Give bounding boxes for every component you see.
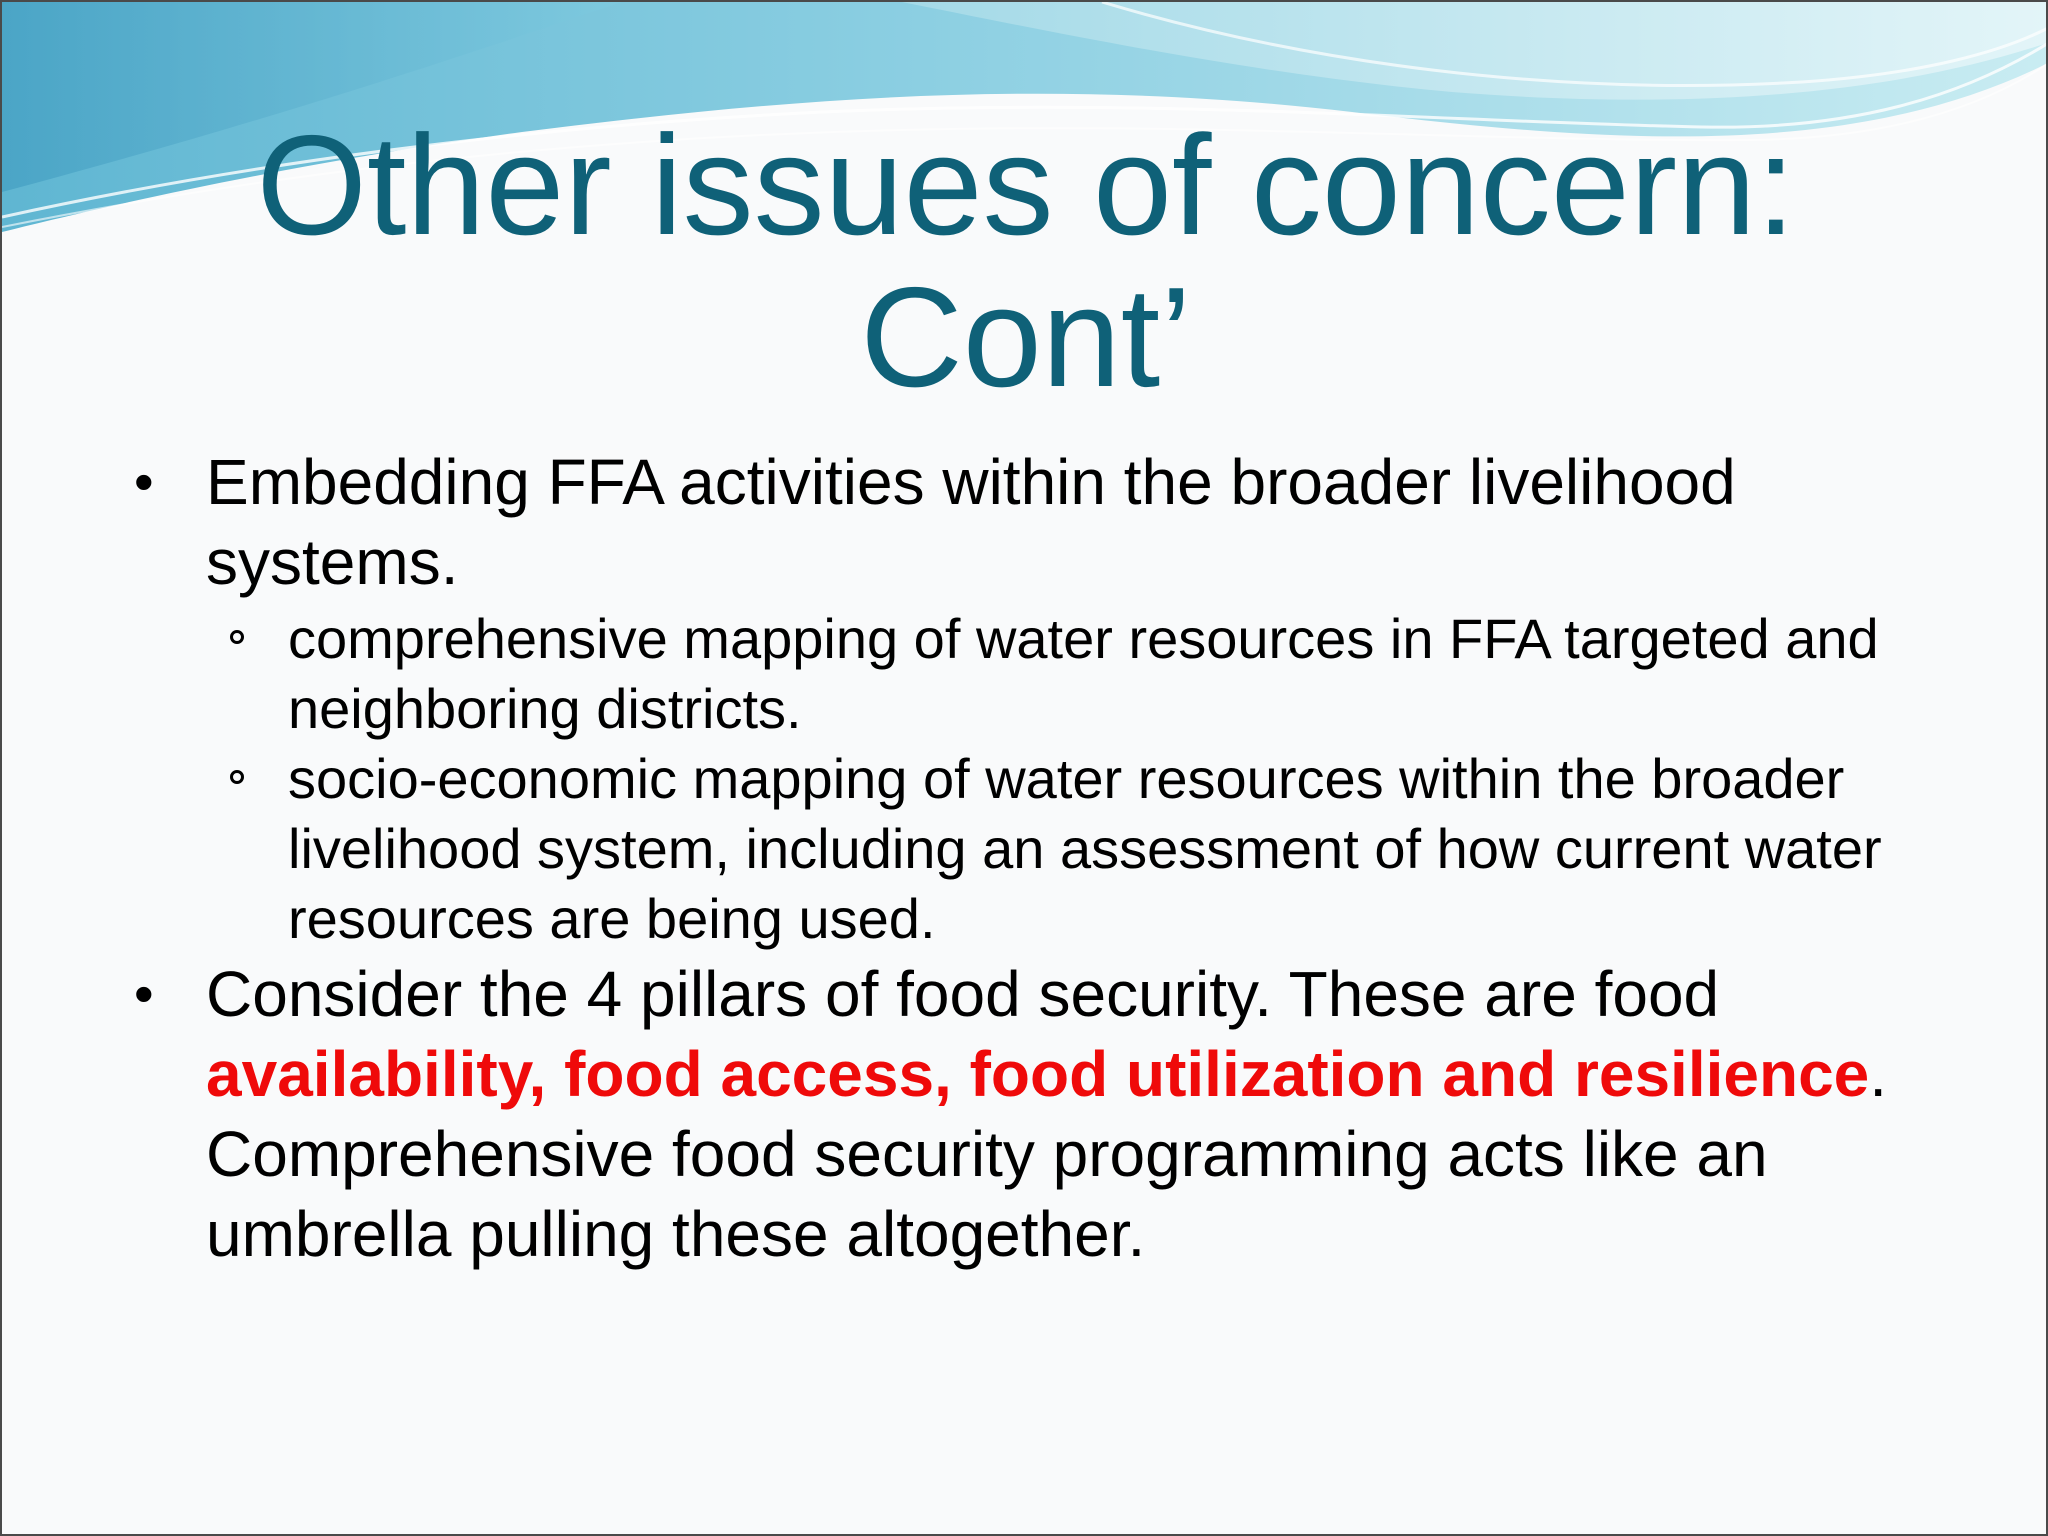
bullet-2-text-before: Consider the 4 pillars of food security. These are food <box>206 958 1720 1030</box>
sub-bullet-1-text: comprehensive mapping of water resources in FFA targeted and neighboring districts. <box>288 607 1879 740</box>
ring-bullet-icon <box>230 630 244 644</box>
slide-title <box>2 106 2048 417</box>
bullet-dot-icon: • <box>134 962 154 1025</box>
sub-bullet-2-text: socio-economic mapping of water resources within the broader livelihood system, including an assessment of how current water resources are being used. <box>288 747 1882 950</box>
title-line-1: Other issues of concern: <box>256 106 1796 265</box>
bullet-2 <box>134 954 1934 1274</box>
sub-bullet-2 <box>134 744 1934 954</box>
slide-body <box>134 442 1934 1274</box>
bullet-1-text: Embedding FFA activities within the broader livelihood systems. <box>206 446 1736 598</box>
bullet-dot-icon: • <box>134 450 154 513</box>
bullet-1 <box>134 442 1934 602</box>
title-line-2: Cont’ <box>860 258 1192 417</box>
bullet-2-text-after: . Comprehensive food security programming acts like an umbrella pulling these altogether. <box>206 1038 1888 1270</box>
ring-bullet-icon <box>230 770 244 784</box>
sub-bullet-1 <box>134 604 1934 744</box>
bullet-2-highlight: availability, food access, food utilization and resilience <box>206 1038 1870 1110</box>
